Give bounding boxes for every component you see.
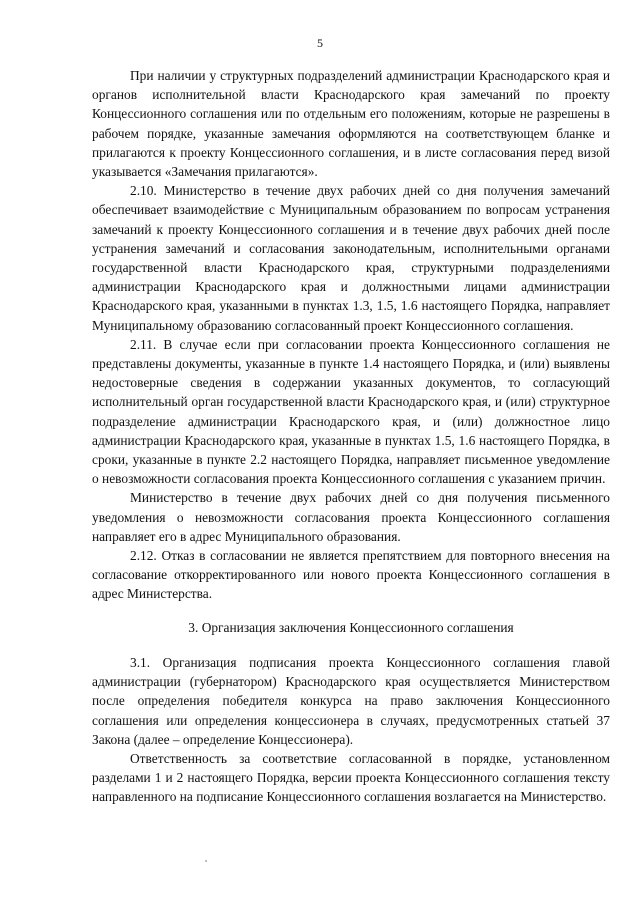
section-heading: 3. Организация заключения Концессионного соглашения [188,619,514,635]
page-number: 5 [317,36,323,50]
document-body [92,66,610,807]
paragraph-2-11: 2.11. В случае если при согласовании проекта Концессионного соглашения не представлены документы, указанные в пункте 1.4 настоящего Порядка, и (или) выявлены недостоверные сведения в содержании указанных документов, то согласующий исполнительный орган государственной власти Краснодарского края, и (или) структурное подразделение администрации Краснодарского края, и (или) должностное лицо администрации Краснодарского края, указанные в пунктах 1.5, 1.6 настоящего Порядка, в сроки, указанные в пункте 2.2 настоящего Порядка, направляет письменное уведомление о невозможности согласования проекта Концессионного соглашения с указанием причин. [92,336,610,487]
paragraph-3-1: 3.1. Организация подписания проекта Концессионного соглашения главой администрации (губернатором) Краснодарского края осуществляется Министерством после определения победителя конкурса на право заключения Концессионного соглашения или определения концессионера в случаях, предусмотренных статьей 37 Закона (далее – определение Концессионера). [92,654,610,747]
paragraph-ministry-notice: Министерство в течение двух рабочих дней со дня получения письменного уведомления о невозможности согласования проекта Концессионного соглашения направляет его в адрес Муниципального образования. [92,490,610,544]
paragraph-remarks: При наличии у структурных подразделений администрации Краснодарского края и органов исполнительной власти Краснодарского края замечаний по проекту Концессионного соглашения или по отдельным его положениям, которые не разрешены в рабочем порядке, указанные замечания оформляются на соответствующем бланке и прилагаются к проекту Концессионного соглашения, и в листе согласования перед визой указывается «Замечания прилагаются». [92,68,610,180]
paragraph-2-12: 2.12. Отказ в согласовании не является препятствием для повторного внесения на согласование откорректированного или нового проекта Концессионного соглашения в адрес Министерства. [92,548,610,602]
paragraph-2-10: 2.10. Министерство в течение двух рабочих дней со дня получения замечаний обеспечивает взаимодействие с Муниципальным образованием по вопросам устранения замечаний к проекту Концессионного соглашения и в течение двух рабочих дней после устранения замечаний и согласования законодательным, исполнительными органами государственной власти Краснодарского края, структурными подразделениями администрации Краснодарского края и должностными лицами администрации Краснодарского края, указанными в пунктах 1.3, 1.5, 1.6 настоящего Порядка, направляет Муниципальному образованию согласованный проект Концессионного соглашения. [92,183,610,333]
scan-speck [205,860,207,862]
paragraph-responsibility: Ответственность за соответствие согласованной в порядке, установленном разделами 1 и 2 настоящего Порядка, версии проекта Концессионного соглашения тексту направленного на подписание Концессионного соглашения возлагается на Министерство. [92,750,610,805]
